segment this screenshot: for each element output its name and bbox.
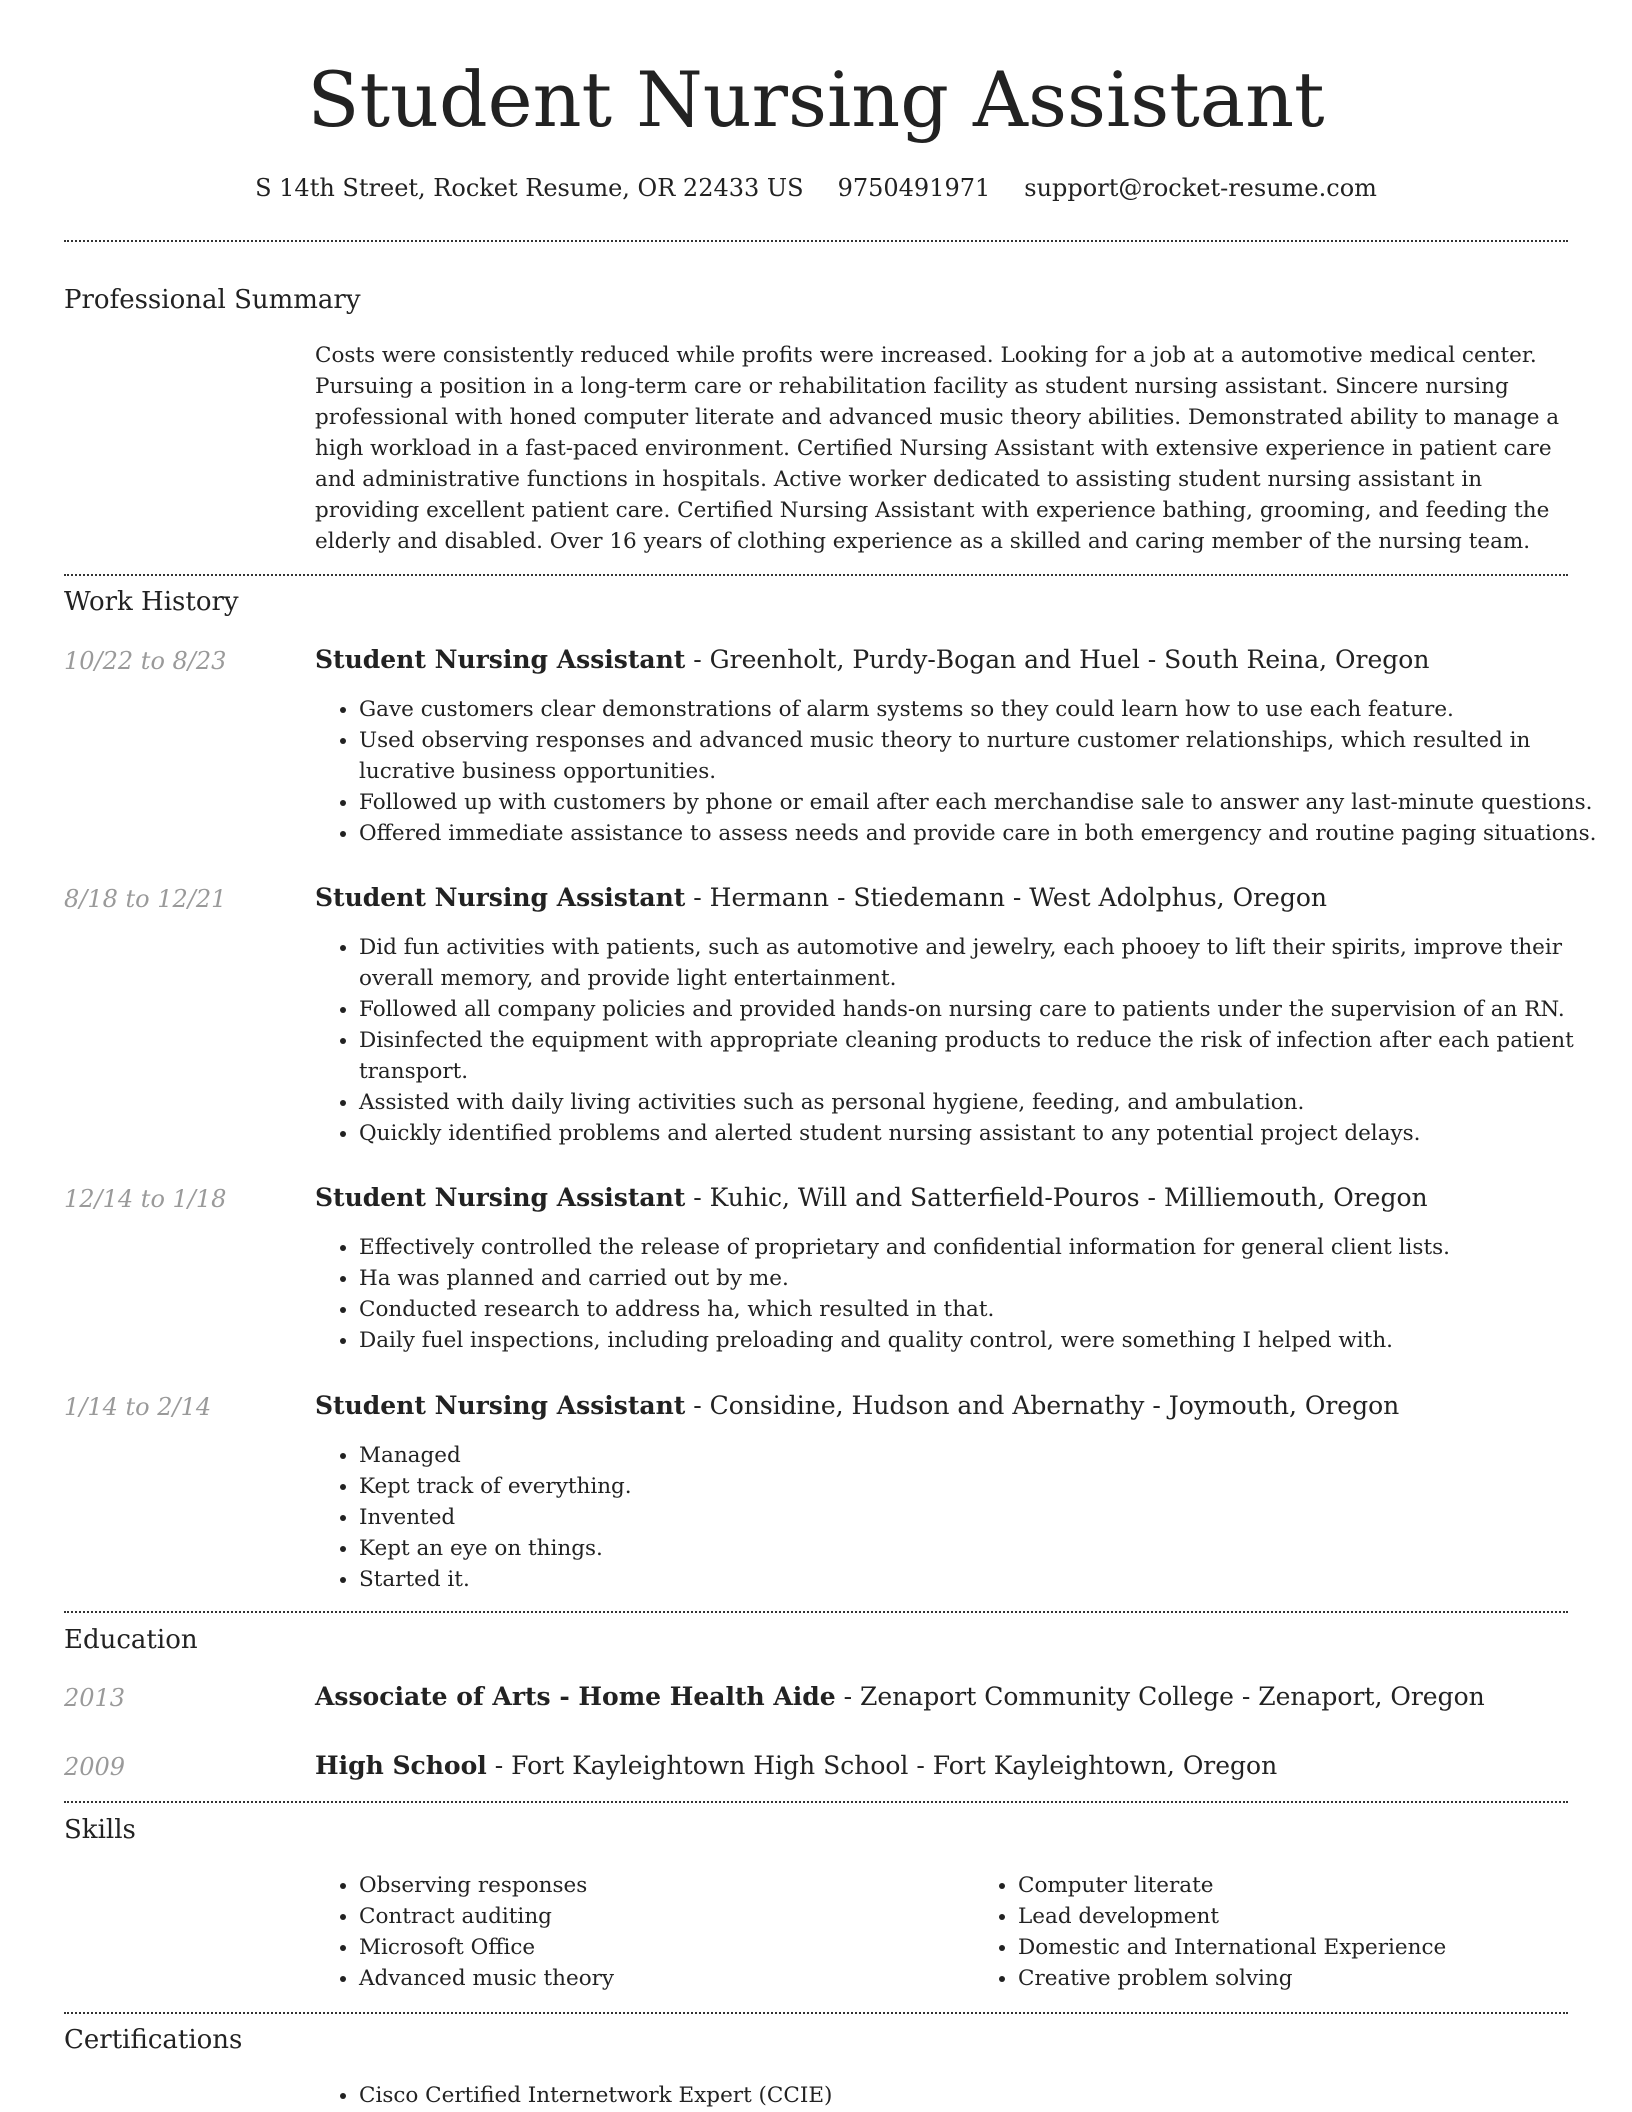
certifications-list <box>315 2080 1609 2111</box>
job-bullet: • Kept an eye on things. <box>359 1533 1609 1564</box>
job-bullet: • Kept track of everything. <box>359 1471 1609 1502</box>
job-bullet: • Effectively controlled the release of proprietary and confidential information for general client lists. <box>359 1232 1609 1263</box>
job-bullet: • Gave customers clear demonstrations of alarm systems so they could learn how to use each feature. <box>359 694 1609 725</box>
job-bullet: • Used observing responses and advanced music theory to nurture customer relationships, which resulted in lucrative business opportunities. <box>359 725 1609 787</box>
job-bullet: • Conducted research to address ha, which resulted in that. <box>359 1294 1609 1325</box>
section-title-skills: Skills <box>64 1815 136 1845</box>
divider <box>64 1611 1568 1613</box>
job-bullet: • Invented <box>359 1502 1609 1533</box>
skill-item: • Contract auditing <box>359 1901 974 1932</box>
skill-item: • Computer literate <box>1018 1870 1632 1901</box>
education-year: 2013 <box>64 1684 126 1712</box>
skill-item: • Domestic and International Experience <box>1018 1932 1632 1963</box>
contact-address: S 14th Street, Rocket Resume, OR 22433 US <box>255 174 804 202</box>
skill-item: • Creative problem solving <box>1018 1963 1632 1994</box>
job-title: Student Nursing Assistant <box>315 645 686 674</box>
job-dates: 10/22 to 8/23 <box>64 647 227 675</box>
job-heading <box>315 1182 1428 1214</box>
job-employer: - Considine, Hudson and Abernathy - Joymouth, Oregon <box>685 1391 1400 1420</box>
education-school: - Zenaport Community College - Zenaport, Oregon <box>835 1682 1485 1711</box>
job-title: Student Nursing Assistant <box>315 1183 686 1212</box>
contact-phone: 9750491971 <box>837 174 991 202</box>
job-employer: - Hermann - Stiedemann - West Adolphus, Oregon <box>685 883 1327 912</box>
skills-column-left <box>315 1870 974 1994</box>
skills-column-right <box>974 1870 1632 1994</box>
job-bullets <box>315 1232 1609 1356</box>
job-employer: - Greenholt, Purdy-Bogan and Huel - South Reina, Oregon <box>685 645 1430 674</box>
job-bullet: • Started it. <box>359 1564 1609 1595</box>
education-degree: High School <box>315 1751 487 1780</box>
job-bullet: • Followed up with customers by phone or email after each merchandise sale to answer any last-minute questions. <box>359 787 1609 818</box>
skill-item: • Microsoft Office <box>359 1932 974 1963</box>
section-title-education: Education <box>64 1625 198 1655</box>
skill-item: • Observing responses <box>359 1870 974 1901</box>
job-heading <box>315 644 1429 676</box>
job-title: Student Nursing Assistant <box>315 883 686 912</box>
summary-text: Costs were consistently reduced while profits were increased. Looking for a job at a automotive medical center. Pursuing a position in a long-term care or rehabilitation facility as student nursing assistant. Sincere nursing professional with honed computer literate and advanced music theory abilities. Demonstrated ability to manage a high workload in a fast-paced environment. Certified Nursing Assistant with extensive experience in patient care and administrative functions in hospitals. Active worker dedicated to assisting student nursing assistant in providing excellent patient care. Certified Nursing Assistant with experience bathing, grooming, and feeding the elderly and disabled. Over 16 years of clothing experience as a skilled and caring member of the nursing team. <box>315 343 1560 554</box>
divider <box>64 240 1568 242</box>
job-bullets <box>315 694 1609 849</box>
job-bullet: • Did fun activities with patients, such as automotive and jewelry, each phooey to lift their spirits, improve their overall memory, and provide light entertainment. <box>359 932 1609 994</box>
job-dates: 1/14 to 2/14 <box>64 1393 212 1421</box>
job-employer: - Kuhic, Will and Satterfield-Pouros - Milliemouth, Oregon <box>685 1183 1428 1212</box>
job-bullet: • Disinfected the equipment with appropriate cleaning products to reduce the risk of infection after each patient transport. <box>359 1025 1609 1087</box>
job-bullet: • Daily fuel inspections, including preloading and quality control, were something I helped with. <box>359 1325 1609 1356</box>
skill-item: • Advanced music theory <box>359 1963 974 1994</box>
divider <box>64 1801 1568 1803</box>
section-title-summary: Professional Summary <box>64 285 361 315</box>
job-title: Student Nursing Assistant <box>315 1391 686 1420</box>
job-bullets <box>315 1440 1609 1595</box>
job-bullet: • Quickly identified problems and alerted student nursing assistant to any potential project delays. <box>359 1118 1609 1149</box>
education-heading <box>315 1681 1485 1713</box>
divider <box>64 574 1568 576</box>
job-bullet: • Offered immediate assistance to assess needs and provide care in both emergency and routine paging situations. <box>359 818 1609 849</box>
contact-line <box>0 172 1632 204</box>
job-dates: 12/14 to 1/18 <box>64 1185 227 1213</box>
certification-item: • Cisco Certified Internetwork Expert (CCIE) <box>359 2080 1609 2111</box>
section-title-work: Work History <box>64 587 239 617</box>
skill-item: • Lead development <box>1018 1901 1632 1932</box>
job-bullet: • Ha was planned and carried out by me. <box>359 1263 1609 1294</box>
divider <box>64 2012 1568 2014</box>
job-bullets <box>315 932 1609 1149</box>
resume-header <box>0 0 1632 204</box>
job-bullet: • Assisted with daily living activities such as personal hygiene, feeding, and ambulation. <box>359 1087 1609 1118</box>
contact-email: support@rocket-resume.com <box>1024 174 1377 202</box>
job-bullet: • Managed <box>359 1440 1609 1471</box>
job-heading <box>315 1390 1399 1422</box>
job-heading <box>315 882 1327 914</box>
education-year: 2009 <box>64 1753 126 1781</box>
education-heading <box>315 1750 1277 1782</box>
candidate-name: Student Nursing Assistant <box>307 55 1325 144</box>
education-school: - Fort Kayleightown High School - Fort Kayleightown, Oregon <box>486 1751 1278 1780</box>
education-degree: Associate of Arts - Home Health Aide <box>315 1682 836 1711</box>
job-bullet: • Followed all company policies and provided hands-on nursing care to patients under the supervision of an RN. <box>359 994 1609 1025</box>
job-dates: 8/18 to 12/21 <box>64 885 227 913</box>
skills-list <box>315 1870 1565 1994</box>
section-title-certifications: Certifications <box>64 2025 243 2055</box>
